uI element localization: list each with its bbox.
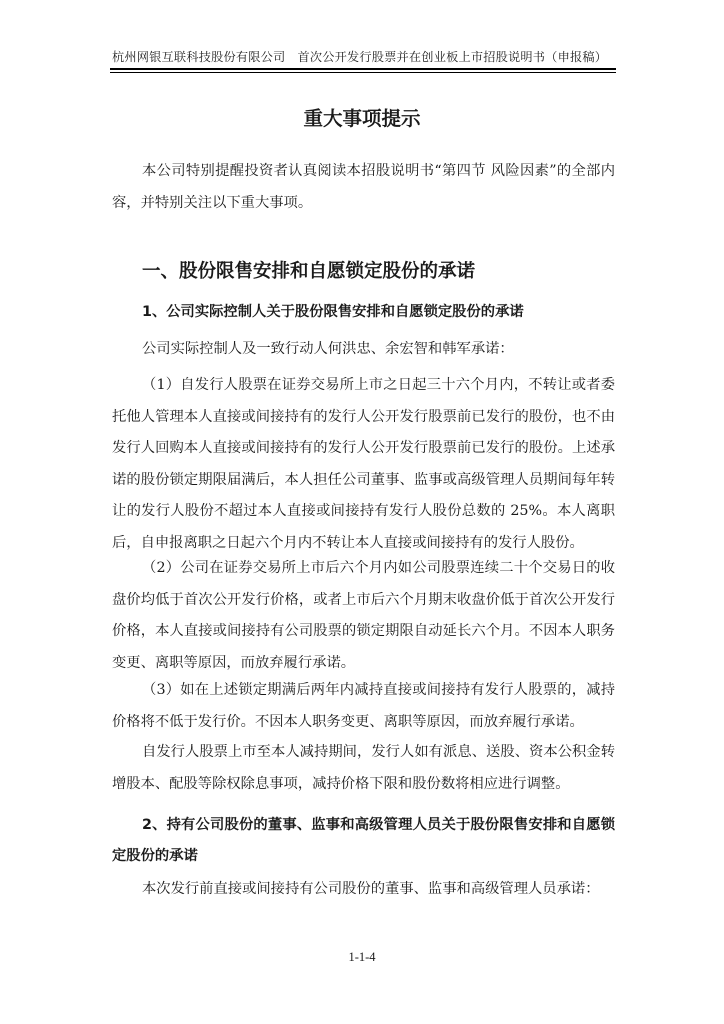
header-company: 杭州网银互联科技股份有限公司 <box>112 50 286 64</box>
header-document-title: 首次公开发行股票并在创业板上市招股说明书（申报稿） <box>297 50 608 64</box>
page-number: 1-1-4 <box>348 950 376 964</box>
intro-paragraph: 本公司特别提醒投资者认真阅读本招股说明书“第四节 风险因素”的全部内容，并特别关注以下重大事项。 <box>112 163 615 211</box>
commitment-item-3: （3）如在上述锁定期满后两年内减持直接或间接持有发行人股票的，减持价格将不低于发行价。不因本人职务变更、离职等原因，而放弃履行承诺。 <box>112 682 615 730</box>
page-title: 重大事项提示 <box>303 107 421 130</box>
commitment-lead-2: 本次发行前直接或间接持有公司股份的董事、监事和高级管理人员承诺： <box>142 881 600 897</box>
commitment-item-1: （1）自发行人股票在证券交易所上市之日起三十六个月内，不转让或者委托他人管理本人直接或间接持有的发行人公开发行股票前已发行的股份，也不由发行人回购本人直接或间接持有的发行人公开发行股票前已发行的股份。上述承诺的股份锁定期限届满后，本人担任公司董事、监事或高级管理人员期间每年转让的发行人股份不超过本人直接或间接持有发行人股份总数的 25%。本人离职后，自申报离职之日起六个月内不转让本人直接或间接持有的发行人股份。 <box>112 377 615 551</box>
commitment-item-4: 自发行人股票上市至本人减持期间，发行人如有派息、送股、资本公积金转增股本、配股等除权除息事项，减持价格下限和股份数将相应进行调整。 <box>112 744 615 792</box>
commitment-lead: 公司实际控制人及一致行动人何洪忠、余宏智和韩军承诺： <box>142 341 514 357</box>
subsection-heading-1: 1、公司实际控制人关于股份限售安排和自愿锁定股份的承诺 <box>142 304 524 320</box>
header-rule-thin <box>110 72 616 73</box>
subsection-heading-2: 2、持有公司股份的董事、监事和高级管理人员关于股份限售安排和自愿锁定股份的承诺 <box>112 817 615 864</box>
section-heading-1: 一、股份限售安排和自愿锁定股份的承诺 <box>142 261 476 282</box>
commitment-item-2: （2）公司在证券交易所上市后六个月内如公司股票连续二十个交易日的收盘价均低于首次公开发行价格，或者上市后六个月期末收盘价低于首次公开发行价格，本人直接或间接持有公司股票的锁定期限自动延长六个月。不因本人职务变更、离职等原因，而放弃履行承诺。 <box>112 560 615 671</box>
header-rule-thick <box>110 68 616 70</box>
running-header <box>112 48 615 65</box>
